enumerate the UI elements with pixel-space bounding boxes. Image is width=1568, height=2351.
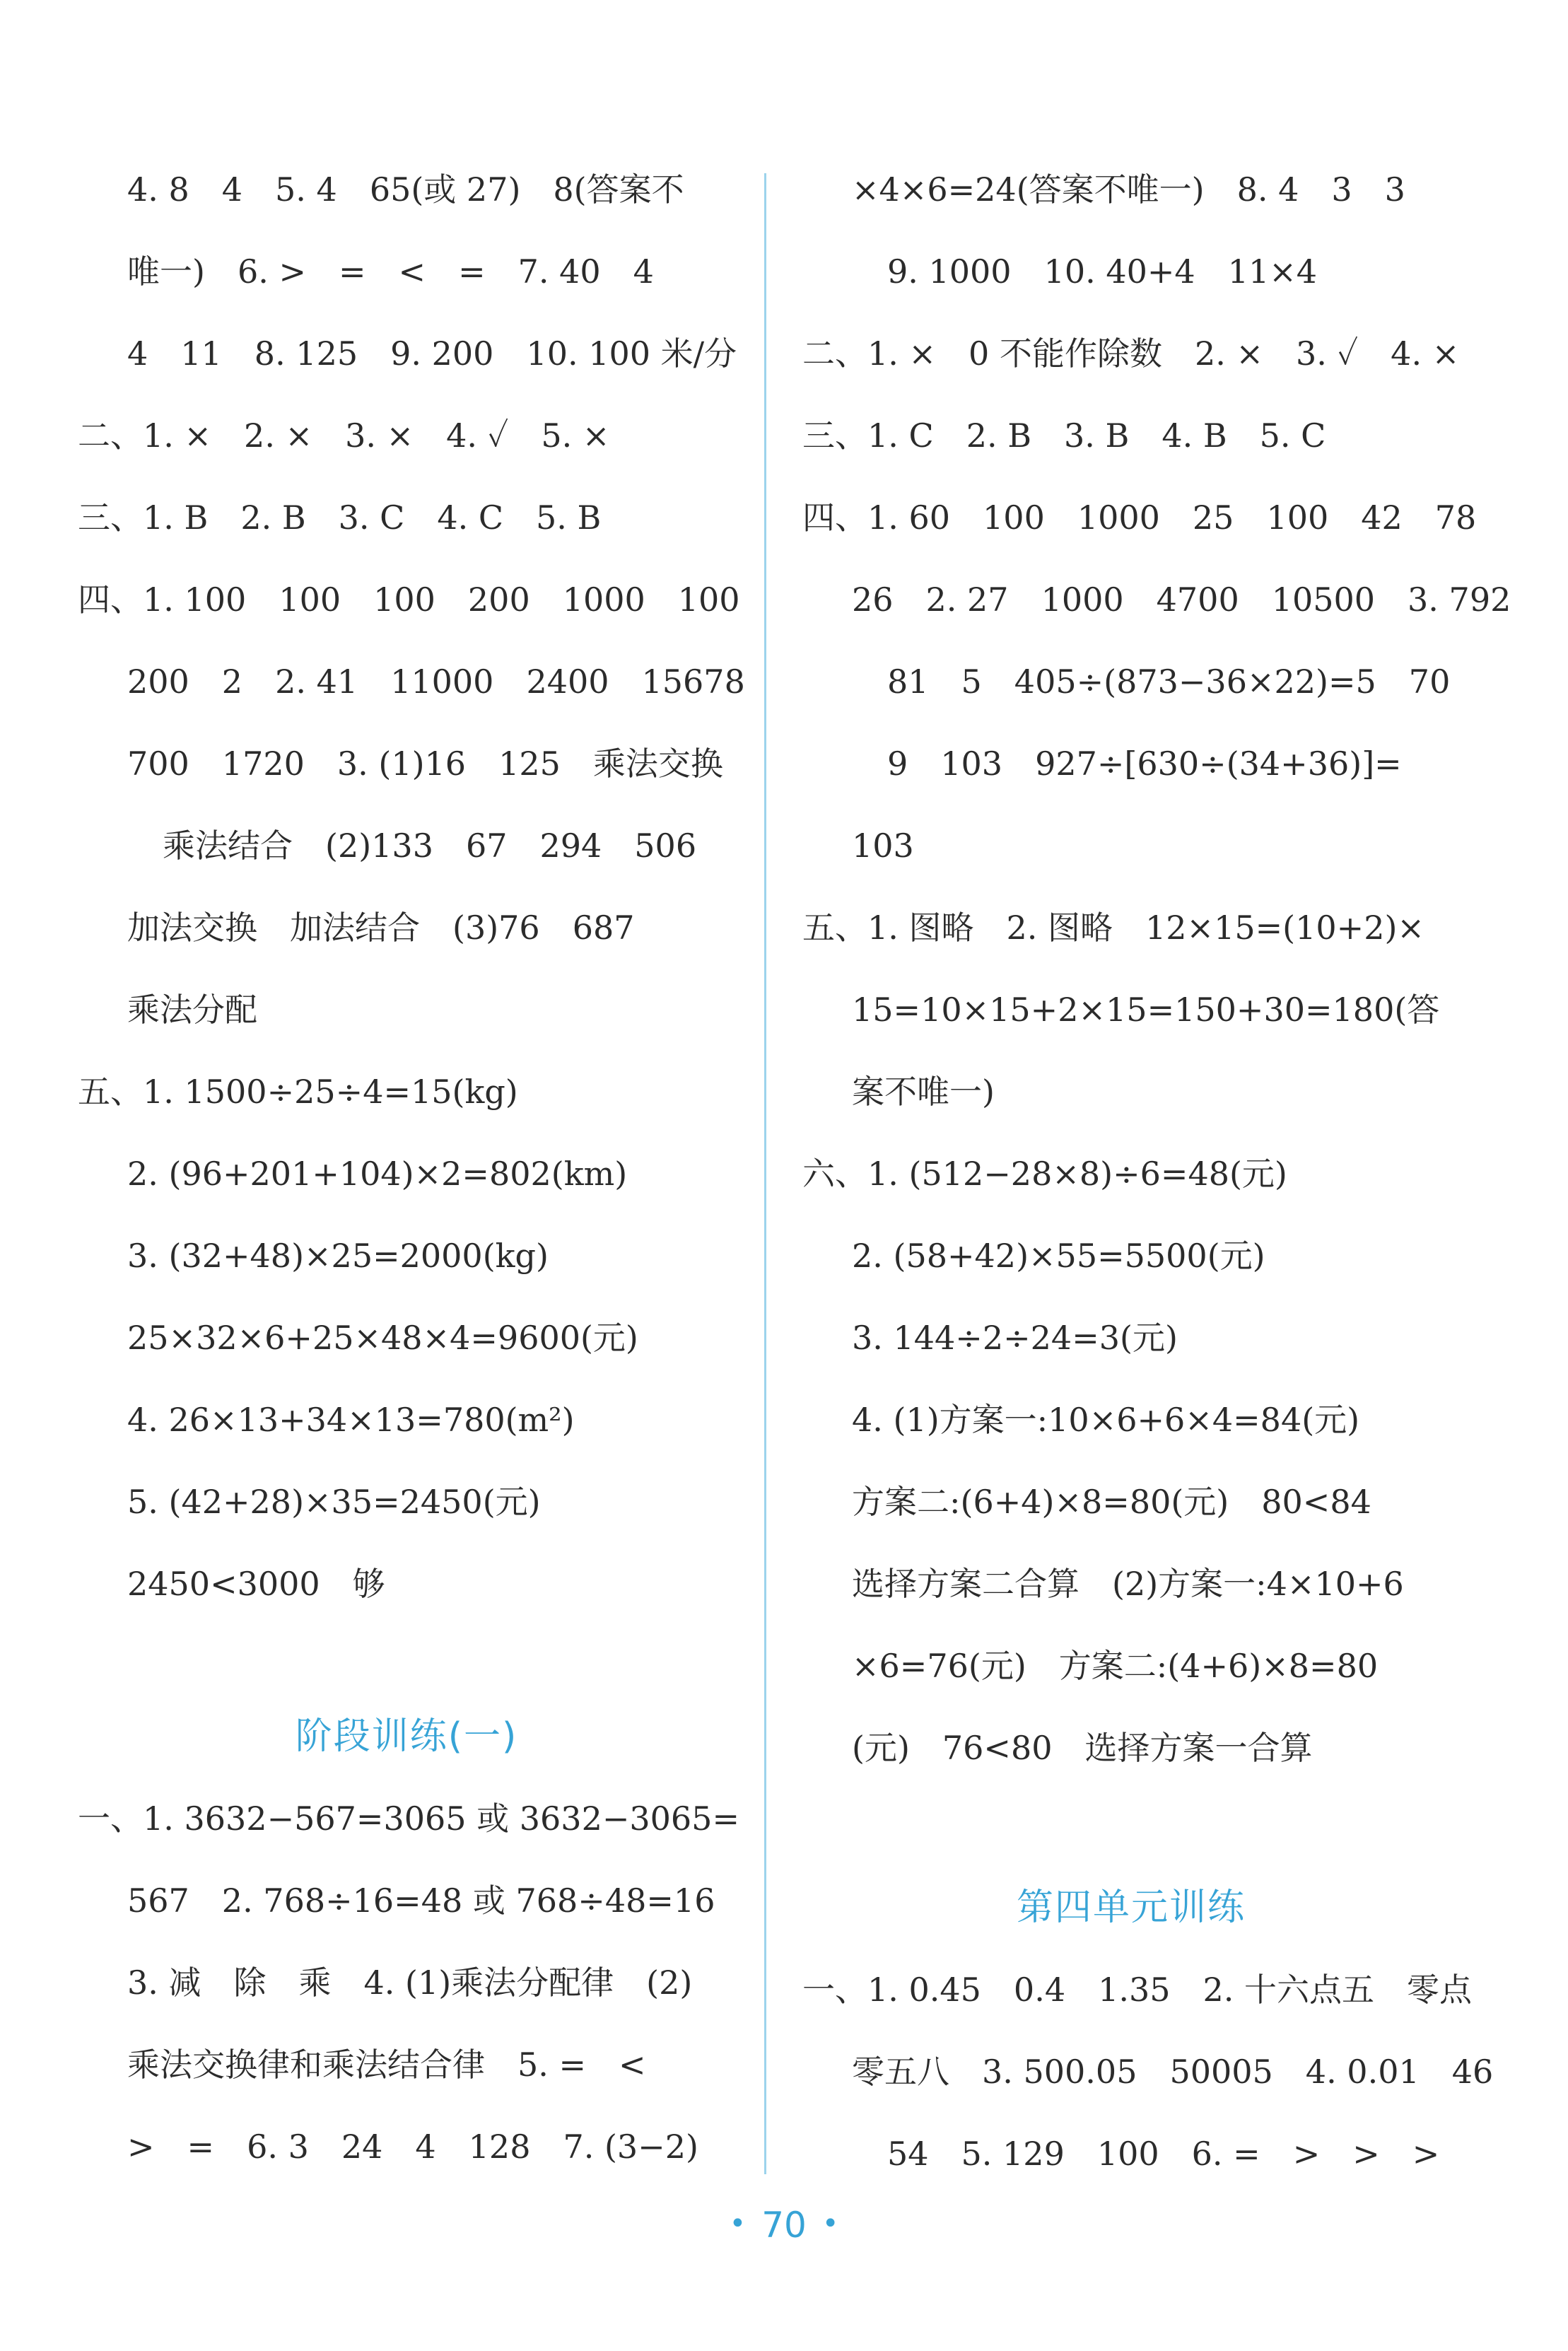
bullet-dot-icon: • (729, 2207, 747, 2240)
answer-line: 2450<3000 够 (127, 1565, 385, 1603)
answer-line: 700 1720 3. (1)16 125 乘法交换 (127, 745, 723, 783)
answer-line: 4. 8 4 5. 4 65(或 27) 8(答案不 (127, 170, 684, 209)
answer-line: 3. 减 除 乘 4. (1)乘法分配律 (2) (127, 1964, 693, 2002)
answer-line: 一、1. 0.45 0.4 1.35 2. 十六点五 零点 (802, 1971, 1473, 2009)
section-title: 阶段训练(一) (295, 1715, 518, 1758)
answer-line: 三、1. B 2. B 3. C 4. C 5. B (78, 498, 602, 537)
answer-line: 200 2 2. 41 11000 2400 15678 (127, 663, 745, 701)
answer-line: 三、1. C 2. B 3. B 4. B 5. C (802, 416, 1326, 455)
answer-line: (元) 76<80 选择方案一合算 (852, 1729, 1313, 1767)
answer-line: 案不唯一) (852, 1073, 995, 1111)
answer-line: 9 103 927÷[630÷(34+36)]= (887, 745, 1402, 783)
answer-line: 五、1. 图略 2. 图略 12×15=(10+2)× (802, 909, 1424, 947)
answer-line: 方案二:(6+4)×8=80(元) 80<84 (852, 1483, 1371, 1521)
answer-line: 零五八 3. 500.05 50005 4. 0.01 46 (852, 2053, 1494, 2091)
right-column (802, 148, 1511, 2195)
answer-line: 103 (852, 827, 914, 865)
answer-line: 加法交换 加法结合 (3)76 687 (127, 909, 635, 947)
bullet-dot-icon: • (821, 2207, 839, 2240)
answer-line: 2. (96+201+104)×2=802(km) (127, 1155, 628, 1193)
page-number-text: 70 (761, 2205, 807, 2246)
answer-line: 一、1. 3632−567=3065 或 3632−3065= (78, 1799, 739, 1838)
answer-line: 4. 26×13+34×13=780(m²) (127, 1401, 575, 1439)
answer-line: 26 2. 27 1000 4700 10500 3. 792 (852, 581, 1511, 619)
answer-line: 乘法分配 (127, 991, 257, 1029)
answer-line: 五、1. 1500÷25÷4=15(kg) (78, 1073, 518, 1111)
answer-line: 54 5. 129 100 6. = > > > (887, 2135, 1440, 2173)
answer-line: > = 6. 3 24 4 128 7. (3−2) (127, 2128, 698, 2166)
answer-line: 567 2. 768÷16=48 或 768÷48=16 (127, 1882, 715, 1920)
answer-line: 二、1. × 2. × 3. × 4. ✓ 5. × (78, 416, 610, 455)
left-column (78, 148, 745, 2188)
page-number (0, 2205, 1568, 2246)
answer-line: ×6=76(元) 方案二:(4+6)×8=80 (852, 1647, 1379, 1685)
answer-line: 9. 1000 10. 40+4 11×4 (887, 252, 1318, 291)
section-title: 第四单元训练 (1016, 1886, 1246, 1929)
answer-line: ×4×6=24(答案不唯一) 8. 4 3 3 (852, 170, 1405, 209)
answer-line: 唯一) 6. > = < = 7. 40 4 (127, 252, 654, 291)
answer-line: 3. 144÷2÷24=3(元) (852, 1319, 1178, 1357)
answer-line: 3. (32+48)×25=2000(kg) (127, 1237, 549, 1275)
answer-line: 2. (58+42)×55=5500(元) (852, 1237, 1265, 1275)
answer-line: 25×32×6+25×48×4=9600(元) (127, 1319, 638, 1357)
answer-line: 六、1. (512−28×8)÷6=48(元) (802, 1155, 1287, 1193)
answer-line: 81 5 405÷(873−36×22)=5 70 (887, 663, 1451, 701)
answer-line: 乘法结合 (2)133 67 294 506 (163, 827, 697, 865)
answer-line: 四、1. 60 100 1000 25 100 42 78 (802, 498, 1477, 537)
column-divider (764, 173, 766, 2174)
answer-line: 4 11 8. 125 9. 200 10. 100 米/分 (127, 334, 737, 373)
answer-line: 二、1. × 0 不能作除数 2. × 3. ✓ 4. × (802, 334, 1460, 373)
answer-line: 选择方案二合算 (2)方案一:4×10+6 (852, 1565, 1404, 1603)
answer-line: 5. (42+28)×35=2450(元) (127, 1483, 541, 1521)
answer-line: 15=10×15+2×15=150+30=180(答 (852, 991, 1440, 1029)
answer-line: 4. (1)方案一:10×6+6×4=84(元) (852, 1401, 1360, 1439)
answer-line: 四、1. 100 100 100 200 1000 100 (78, 581, 740, 619)
answer-line: 乘法交换律和乘法结合律 5. = < (127, 2046, 646, 2084)
